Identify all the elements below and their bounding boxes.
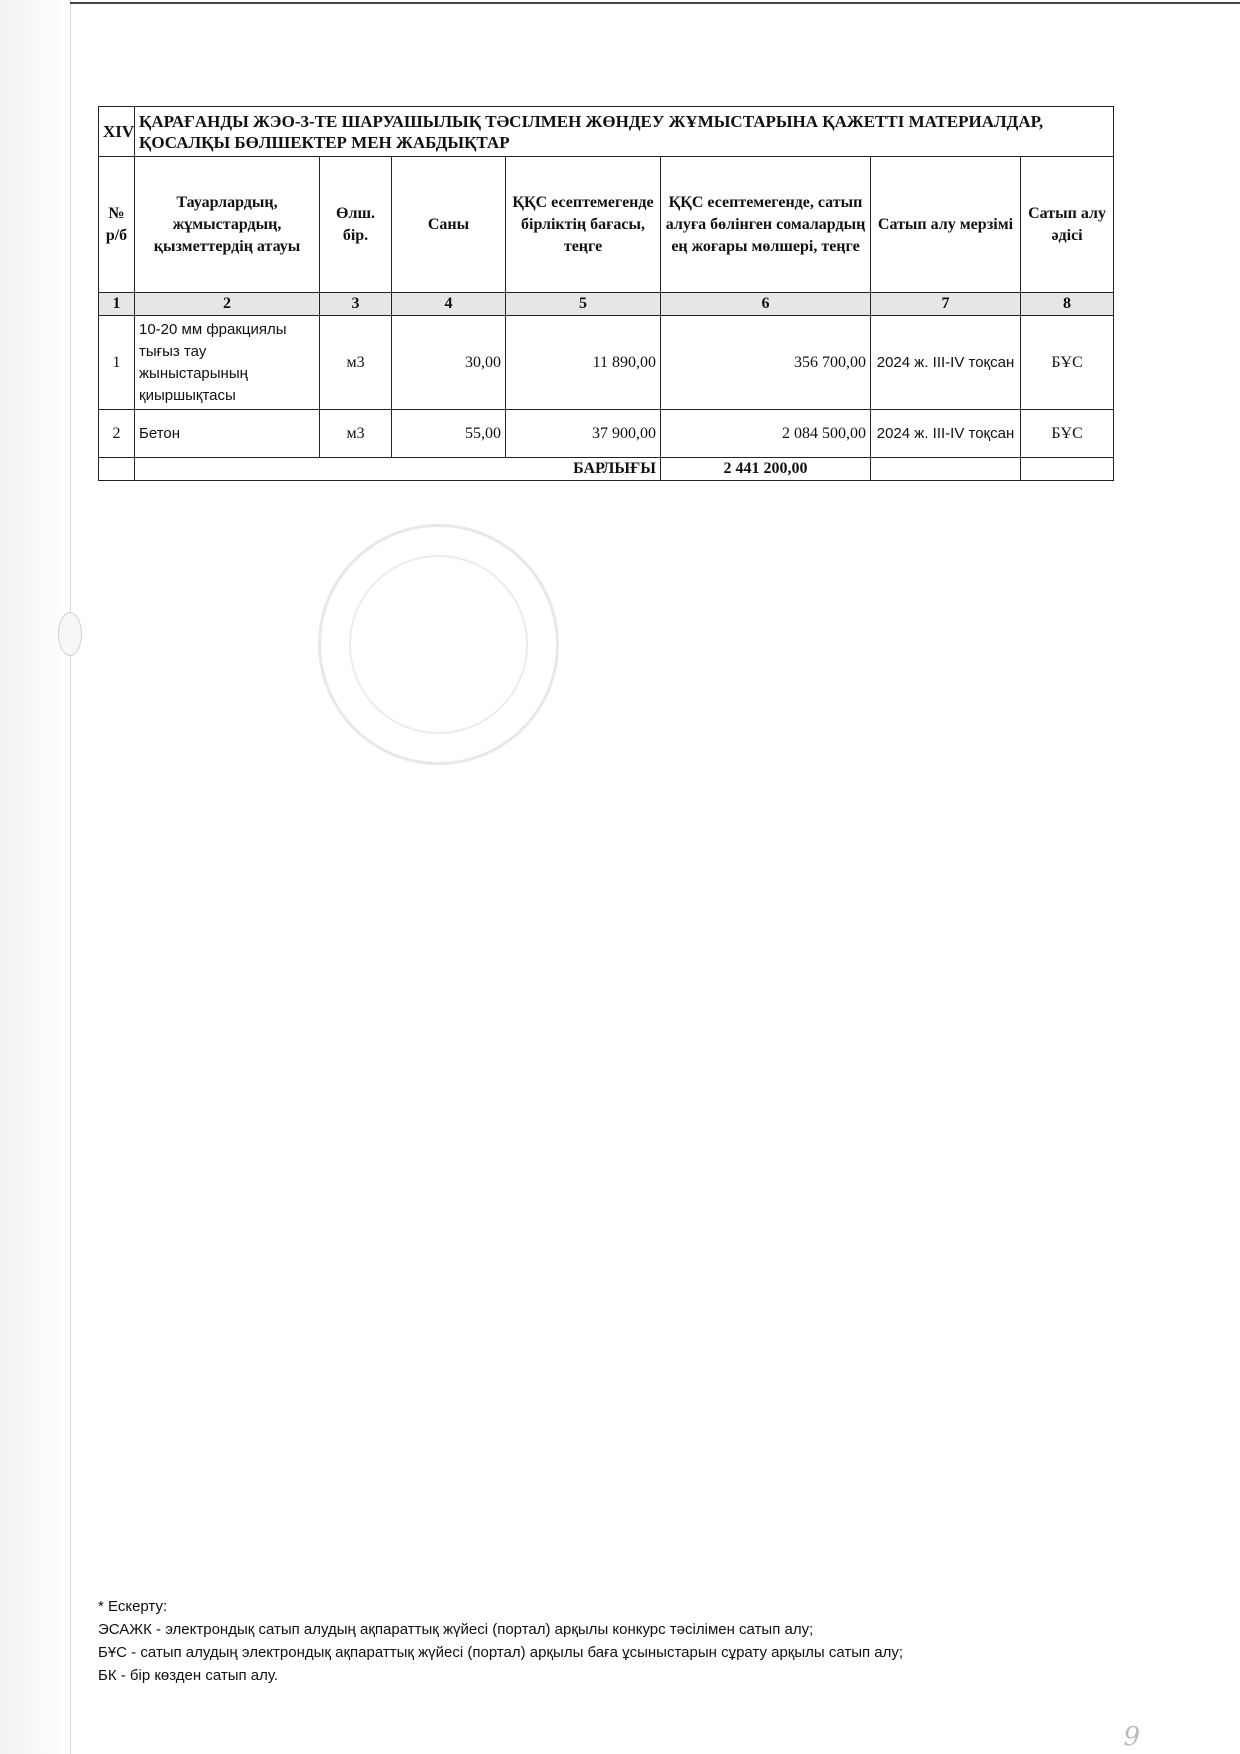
header-method: Сатып алу әдісі: [1021, 157, 1114, 293]
table-row: [99, 410, 1114, 458]
procurement-table: [98, 106, 1114, 481]
column-header-row: [99, 157, 1114, 293]
total-empty-cell: [99, 458, 135, 481]
total-empty-cell: [871, 458, 1021, 481]
header-no: № р/б: [99, 157, 135, 293]
row-method: БҰС: [1021, 410, 1114, 458]
row-amount: 356 700,00: [661, 316, 871, 410]
section-number: XIV: [99, 107, 135, 157]
header-period: Сатып алу мерзімі: [871, 157, 1021, 293]
footnote-title: * Ескерту:: [98, 1598, 168, 1615]
row-no: 1: [99, 316, 135, 410]
total-value: 2 441 200,00: [661, 458, 871, 481]
column-number: 5: [506, 293, 661, 316]
column-number: 8: [1021, 293, 1114, 316]
column-number-row: [99, 293, 1114, 316]
column-number: 7: [871, 293, 1021, 316]
page-number: 9: [1123, 1722, 1140, 1752]
header-qty: Саны: [392, 157, 506, 293]
header-unit: Өлш. бір.: [320, 157, 392, 293]
row-price: 11 890,00: [506, 316, 661, 410]
faded-stamp-inner-ring: [349, 555, 528, 734]
row-unit: м3: [320, 316, 392, 410]
row-amount: 2 084 500,00: [661, 410, 871, 458]
total-row: [99, 458, 1114, 481]
header-amount: ҚҚС есептемегенде, сатып алуға бөлінген сомалардың ең жоғары мөлшері, теңге: [661, 157, 871, 293]
section-header-row: [99, 107, 1114, 157]
column-number: 1: [99, 293, 135, 316]
header-price: ҚҚС есептемегенде бірліктің бағасы, теңге: [506, 157, 661, 293]
total-label: БАРЛЫҒЫ: [135, 458, 661, 481]
column-number: 3: [320, 293, 392, 316]
footnote: [98, 1595, 1148, 1687]
row-price: 37 900,00: [506, 410, 661, 458]
row-no: 2: [99, 410, 135, 458]
column-number: 4: [392, 293, 506, 316]
row-unit: м3: [320, 410, 392, 458]
scan-margin: [0, 0, 70, 1754]
footnote-line: БҰС - сатып алудың электрондық ақпараттық жүйесі (портал) арқылы баға ұсыныстарын сұрату арқылы сатып алу;: [98, 1644, 904, 1661]
page-edge: [70, 0, 71, 1754]
row-qty: 30,00: [392, 316, 506, 410]
scan-top-edge: [70, 2, 1240, 4]
column-number: 2: [135, 293, 320, 316]
column-number: 6: [661, 293, 871, 316]
footnote-line: ЭСАЖК - электрондық сатып алудың ақпараттық жүйесі (портал) арқылы конкурс тәсілімен сатып алу;: [98, 1621, 814, 1638]
row-period: 2024 ж. III-IV тоқсан: [871, 316, 1021, 410]
punch-hole-mark: [58, 612, 82, 656]
table-row: [99, 316, 1114, 410]
row-name: 10-20 мм фракциялы тығыз тау жыныстарының қиыршықтасы: [135, 316, 320, 410]
faded-stamp: [318, 524, 559, 765]
header-name: Тауарлардың, жұмыстардың, қызметтердің атауы: [135, 157, 320, 293]
row-method: БҰС: [1021, 316, 1114, 410]
row-name: Бетон: [135, 410, 320, 458]
footnote-line: БК - бір көзден сатып алу.: [98, 1667, 279, 1684]
row-period: 2024 ж. III-IV тоқсан: [871, 410, 1021, 458]
total-empty-cell: [1021, 458, 1114, 481]
section-title: ҚАРАҒАНДЫ ЖЭО-3-ТЕ ШАРУАШЫЛЫҚ ТӘСІЛМЕН ЖӨНДЕУ ЖҰМЫСТАРЫНА ҚАЖЕТТІ МАТЕРИАЛДАР, ҚОСАЛҚЫ БӨЛШЕКТЕР МЕН ЖАБДЫҚТАР: [135, 107, 1114, 157]
row-qty: 55,00: [392, 410, 506, 458]
